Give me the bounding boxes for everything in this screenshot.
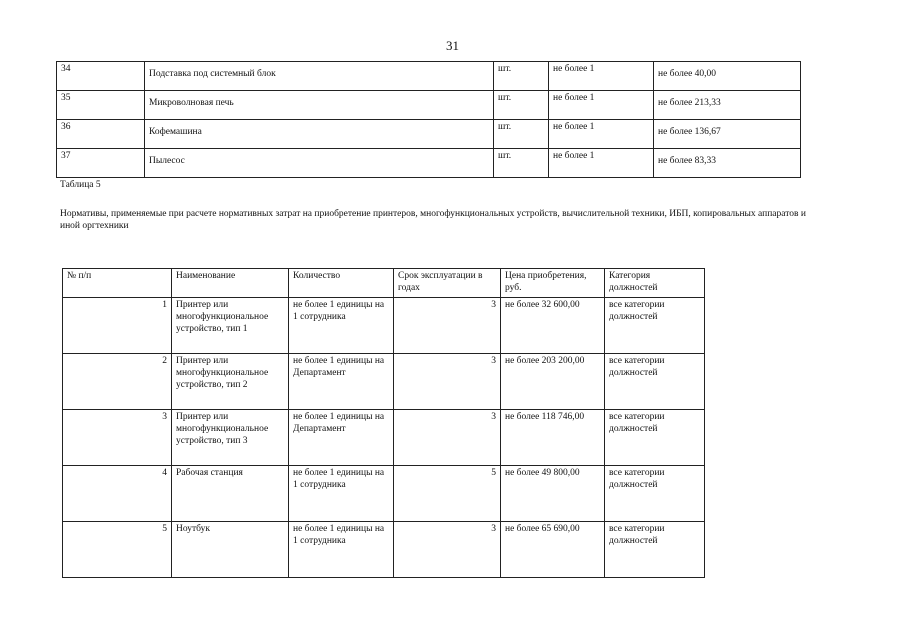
item-term: 5	[394, 466, 501, 522]
header-term: Срок эксплуатации в годах	[394, 269, 501, 298]
table-row	[63, 410, 705, 466]
table-row	[63, 298, 705, 354]
item-term: 3	[394, 522, 501, 578]
item-quantity: не более 1 единицы на Департамент	[289, 410, 394, 466]
item-name: Кофемашина	[145, 120, 494, 149]
item-price: не более 118 746,00	[501, 410, 605, 466]
item-quantity: не более 1 единицы на 1 сотрудника	[289, 466, 394, 522]
row-number: 4	[63, 466, 172, 522]
table-intro-text: Нормативы, применяемые при расчете нормативных затрат на приобретение принтеров, многофункциональных устройств, вычислительной техники, ИБП, копировальных аппаратов и иной оргтехники	[60, 209, 806, 231]
table-caption: Таблица 5	[60, 180, 101, 190]
item-price: не более 65 690,00	[501, 522, 605, 578]
item-quantity: не более 1 единицы на 1 сотрудника	[289, 298, 394, 354]
row-number: 37	[57, 149, 145, 178]
page-number: 31	[446, 38, 459, 53]
header-quantity: Количество	[289, 269, 394, 298]
item-name: Принтер или многофункциональное устройство, тип 3	[172, 410, 289, 466]
item-term: 3	[394, 354, 501, 410]
item-term: 3	[394, 410, 501, 466]
item-price: не более 213,33	[654, 91, 801, 120]
item-price: не более 83,33	[654, 149, 801, 178]
row-number: 3	[63, 410, 172, 466]
item-price: не более 32 600,00	[501, 298, 605, 354]
item-unit: шт.	[494, 120, 549, 149]
item-price: не более 136,67	[654, 120, 801, 149]
equipment-table-continuation	[56, 61, 801, 178]
item-unit: шт.	[494, 149, 549, 178]
table-row	[63, 466, 705, 522]
row-number: 34	[57, 62, 145, 91]
row-number: 1	[63, 298, 172, 354]
item-price: не более 203 200,00	[501, 354, 605, 410]
item-category: все категории должностей	[605, 354, 705, 410]
header-price: Цена приобретения, руб.	[501, 269, 605, 298]
item-name: Ноутбук	[172, 522, 289, 578]
header-category: Категория должностей	[605, 269, 705, 298]
table-header-row	[63, 269, 705, 298]
item-name: Подставка под системный блок	[145, 62, 494, 91]
item-name: Рабочая станция	[172, 466, 289, 522]
norms-table	[62, 268, 705, 578]
row-number: 35	[57, 91, 145, 120]
item-unit: шт.	[494, 91, 549, 120]
table-row	[63, 354, 705, 410]
header-name: Наименование	[172, 269, 289, 298]
item-name: Принтер или многофункциональное устройство, тип 1	[172, 298, 289, 354]
item-quantity: не более 1 единицы на Департамент	[289, 354, 394, 410]
item-quantity: не более 1	[549, 120, 654, 149]
item-unit: шт.	[494, 62, 549, 91]
table-row	[57, 120, 801, 149]
item-category: все категории должностей	[605, 522, 705, 578]
table-row	[57, 149, 801, 178]
item-term: 3	[394, 298, 501, 354]
item-category: все категории должностей	[605, 466, 705, 522]
item-name: Микроволновая печь	[145, 91, 494, 120]
item-quantity: не более 1 единицы на 1 сотрудника	[289, 522, 394, 578]
item-quantity: не более 1	[549, 91, 654, 120]
row-number: 2	[63, 354, 172, 410]
table-row	[57, 91, 801, 120]
table-row	[63, 522, 705, 578]
row-number: 36	[57, 120, 145, 149]
item-name: Принтер или многофункциональное устройство, тип 2	[172, 354, 289, 410]
row-number: 5	[63, 522, 172, 578]
item-category: все категории должностей	[605, 298, 705, 354]
item-category: все категории должностей	[605, 410, 705, 466]
item-quantity: не более 1	[549, 149, 654, 178]
item-quantity: не более 1	[549, 62, 654, 91]
item-price: не более 49 800,00	[501, 466, 605, 522]
item-name: Пылесос	[145, 149, 494, 178]
item-price: не более 40,00	[654, 62, 801, 91]
table-row	[57, 62, 801, 91]
header-number: № п/п	[63, 269, 172, 298]
